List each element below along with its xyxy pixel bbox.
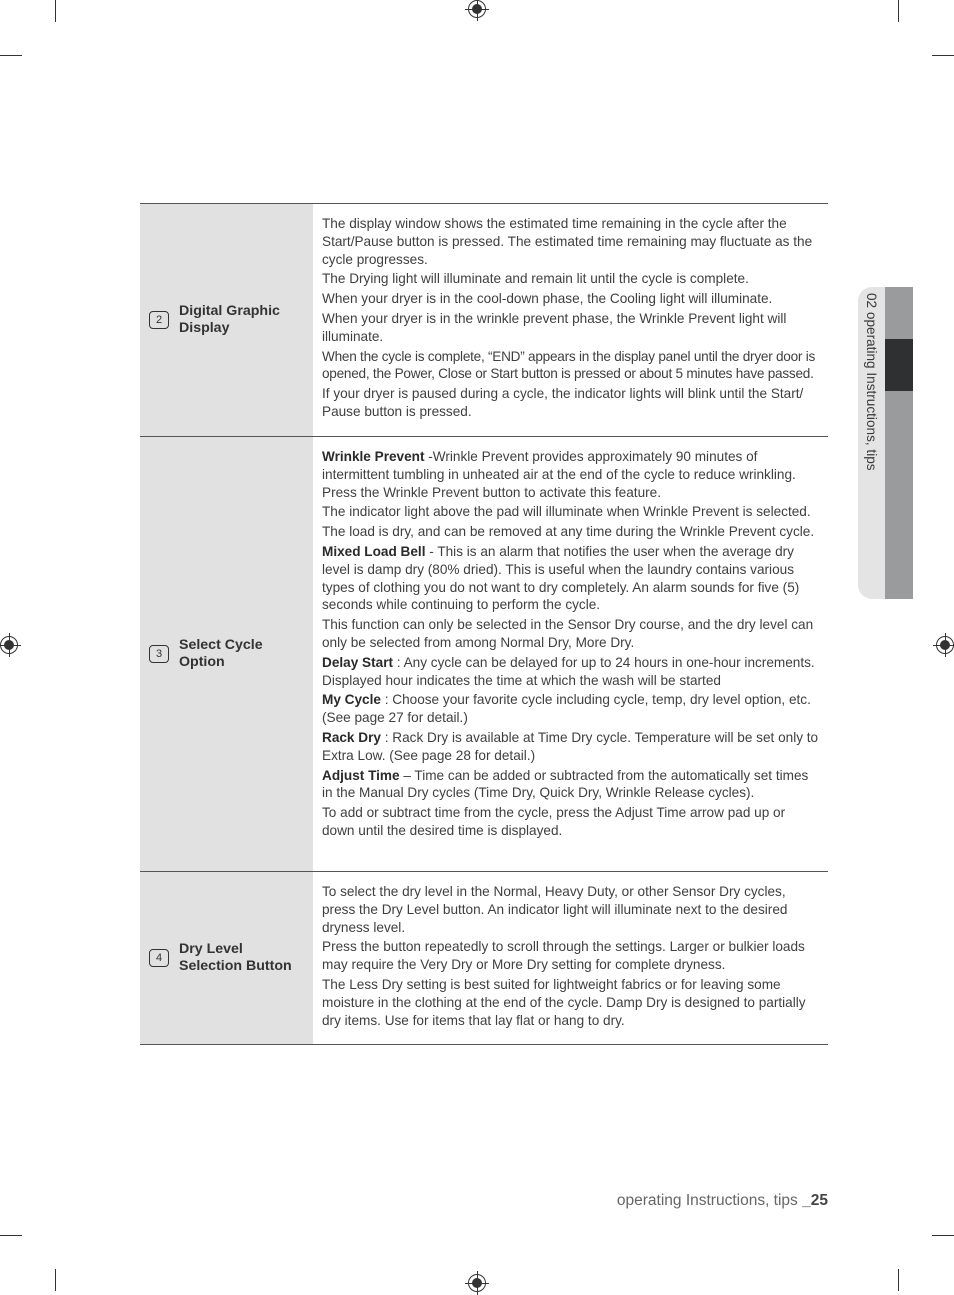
description-paragraph: Press the button repeatedly to scroll through the settings. Larger or bulkier loads may require the Very Dry or More Dry setting for complete dryness. — [322, 939, 805, 973]
row-description — [313, 437, 828, 871]
description-paragraph: The Less Dry setting is best suited for lightweight fabrics or for leaving some moisture in the clothing at the end of the cycle. Damp Dry is designed to partially dry items. Use for items that lay flat or hang to dry. — [322, 976, 806, 1028]
item-number-badge: 3 — [149, 645, 169, 663]
description-paragraph: Rack Dry : Rack Dry is available at Time Dry cycle. Temperature will be set only to Extra Low. (See page 28 for detail.) — [322, 729, 819, 763]
description-paragraph: When the cycle is complete, “END” appears in the display panel until the dryer door is opened, the Power, Close or Start button is pressed or about 5 minutes have passed. — [322, 348, 816, 382]
feature-name: Adjust Time — [322, 767, 400, 783]
feature-name: Mixed Load Bell — [322, 543, 426, 559]
description-paragraph: To add or subtract time from the cycle, press the Adjust Time arrow pad up or down until the desired time is displayed. — [322, 805, 786, 838]
page-footer — [617, 1192, 828, 1210]
footer-section-title: operating Instructions, tips — [616, 1192, 798, 1209]
row-label-line: Select Cycle — [179, 636, 263, 653]
feature-name: My Cycle — [322, 692, 381, 708]
row-label-cell — [140, 437, 313, 871]
feature-name: Rack Dry — [322, 729, 381, 745]
page-number: _25 — [802, 1192, 828, 1209]
feature-name: Wrinkle Prevent — [322, 449, 425, 464]
table-row — [140, 872, 828, 1045]
crop-mark — [932, 1235, 954, 1236]
registration-mark-icon — [0, 636, 18, 654]
crop-mark — [55, 0, 56, 22]
description-paragraph: The display window shows the estimated time remaining in the cycle after the Start/Pause button is pressed. The estimated time remaining may fluctuate as the cycle progresses. — [322, 216, 813, 267]
side-tab-label: 02 operating Instructions, tips — [864, 293, 879, 471]
registration-mark-icon — [468, 1274, 486, 1292]
description-paragraph: When your dryer is in the wrinkle prevent phase, the Wrinkle Prevent light will illuminate. — [322, 310, 787, 344]
row-label-line: Selection Button — [179, 958, 292, 974]
crop-mark — [898, 0, 899, 22]
registration-mark-icon — [936, 636, 954, 654]
crop-mark — [0, 1235, 22, 1236]
description-paragraph: Mixed Load Bell - This is an alarm that notifies the user when the average dry level is damp dry (80% dried). This is useful when the laundry contains various types of clothing you do not want to dry completely. An alarm sounds for five (5) seconds while continuing to perform the cycle. — [322, 543, 800, 613]
item-number-badge: 2 — [149, 311, 169, 329]
crop-mark — [55, 1269, 56, 1291]
side-tab-bar — [885, 287, 913, 599]
row-label — [179, 303, 280, 338]
item-number-badge: 4 — [149, 949, 169, 967]
description-paragraph: Wrinkle Prevent -Wrinkle Prevent provides approximately 90 minutes of intermittent tumbling in unheated air at the end of the cycle to reduce wrinkling. Press the Wrinkle Prevent button to activate this feature. — [322, 449, 796, 500]
description-paragraph: Adjust Time – Time can be added or subtracted from the automatically set times in the Manual Dry cycles (Time Dry, Quick Dry, Wrinkle Release cycles). — [322, 767, 809, 801]
control-panel-table — [140, 203, 828, 1045]
row-label — [179, 637, 263, 672]
feature-name: Delay Start — [322, 654, 394, 670]
description-paragraph: The load is dry, and can be removed at any time during the Wrinkle Prevent cycle. — [322, 524, 815, 540]
description-paragraph: The indicator light above the pad will illuminate when Wrinkle Prevent is selected. — [322, 504, 811, 520]
row-description — [313, 204, 828, 436]
row-label-line: Digital Graphic — [179, 302, 280, 319]
crop-mark — [932, 55, 954, 56]
row-description — [313, 872, 828, 1044]
description-paragraph: To select the dry level in the Normal, Heavy Duty, or other Sensor Dry cycles, press the Dry Level button. An indicator light will illuminate next to the desired dryness level. — [322, 884, 788, 935]
row-label — [179, 941, 292, 976]
description-paragraph: Delay Start : Any cycle can be delayed for up to 24 hours in one-hour increments. Displayed hour indicates the time at which the wash will be started — [322, 654, 815, 688]
row-label-cell — [140, 872, 313, 1044]
side-tab-marker — [885, 339, 913, 391]
row-label-line: Display — [179, 320, 230, 336]
row-label-line: Option — [179, 654, 225, 670]
registration-mark-icon — [468, 0, 486, 18]
description-paragraph: If your dryer is paused during a cycle, the indicator lights will blink until the Start/ Pause button is pressed. — [322, 386, 804, 419]
description-paragraph: This function can only be selected in the Sensor Dry course, and the dry level can only be selected from among Normal Dry, More Dry. — [322, 617, 814, 650]
description-paragraph: The Drying light will illuminate and remain lit until the cycle is complete. — [322, 271, 749, 287]
description-paragraph: When your dryer is in the cool-down phase, the Cooling light will illuminate. — [322, 291, 773, 307]
row-label-cell — [140, 204, 313, 436]
table-row — [140, 437, 828, 872]
description-paragraph: My Cycle : Choose your favorite cycle including cycle, temp, dry level option, etc. (See page 27 for detail.) — [322, 692, 811, 726]
crop-mark — [898, 1269, 899, 1291]
row-label-line: Dry Level — [179, 940, 243, 957]
table-row — [140, 204, 828, 437]
crop-mark — [0, 55, 22, 56]
